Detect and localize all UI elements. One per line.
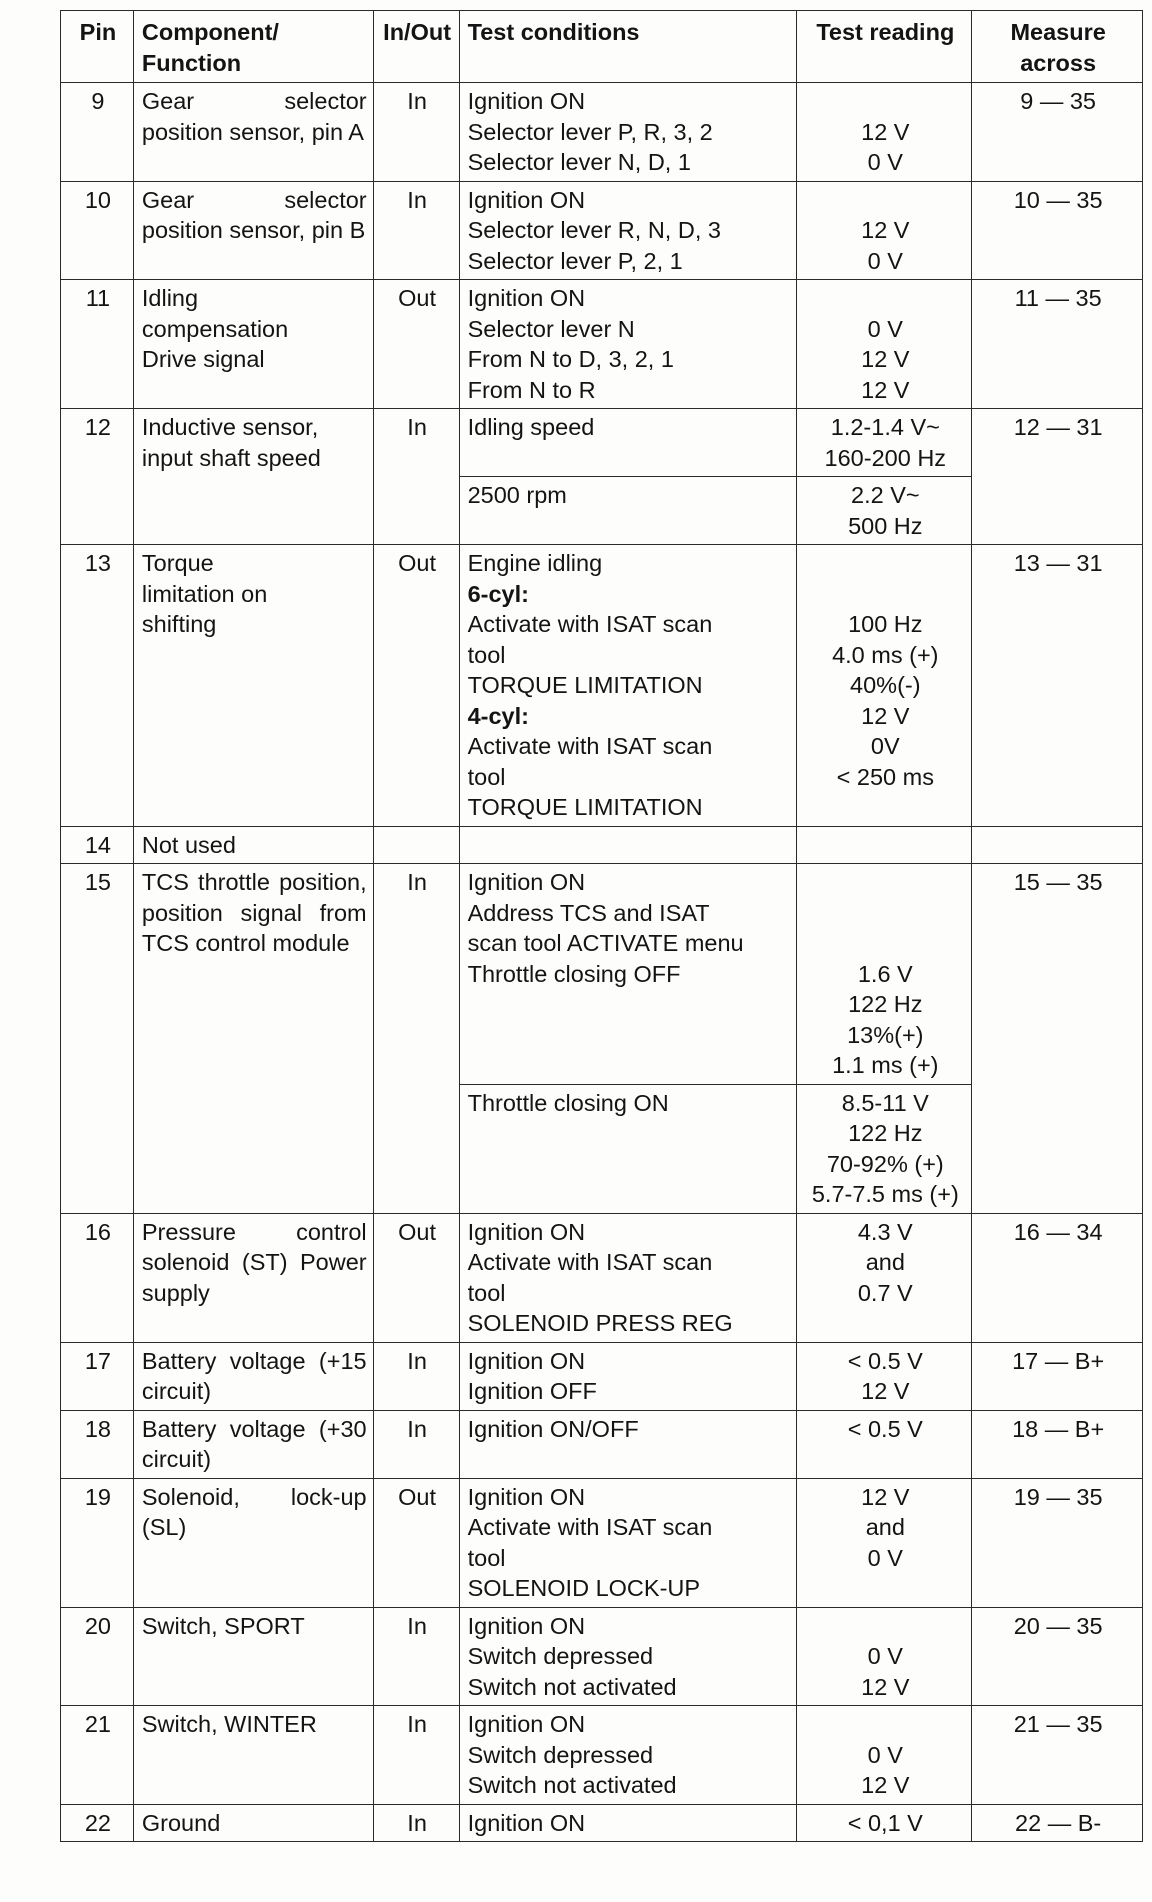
reading-line: < 0.5 V bbox=[847, 1347, 923, 1374]
header-test-reading: Test reading bbox=[797, 11, 972, 83]
component-line: shifting bbox=[141, 611, 217, 637]
pin-number: 13 bbox=[61, 545, 134, 827]
condition-line: Selector lever N bbox=[467, 315, 635, 342]
test-reading bbox=[797, 181, 972, 280]
component-function: Battery voltage (+15 circuit) bbox=[133, 1342, 373, 1410]
reading-line: 0 V bbox=[867, 1643, 903, 1669]
pin-number: 10 bbox=[61, 181, 134, 280]
test-conditions bbox=[459, 1084, 797, 1213]
pin-test-table bbox=[60, 10, 1143, 1842]
condition-line: Switch depressed bbox=[467, 1643, 654, 1669]
reading-line: 5.7-7.5 ms (+) bbox=[811, 1181, 959, 1207]
condition-line: TORQUE LIMITATION bbox=[467, 794, 703, 820]
measure-across: 15 — 35 bbox=[972, 864, 1143, 1214]
in-out: Out bbox=[373, 280, 459, 409]
component-line: limitation on bbox=[141, 580, 268, 607]
condition-line: Ignition ON bbox=[467, 88, 586, 114]
condition-line: SOLENOID LOCK-UP bbox=[467, 1575, 701, 1601]
table-row bbox=[61, 545, 1143, 827]
reading-line: 12 V bbox=[861, 702, 910, 729]
pin-number: 19 bbox=[61, 1478, 134, 1607]
in-out: In bbox=[373, 1804, 459, 1842]
test-reading bbox=[797, 826, 972, 864]
reading-line: 13%(+) bbox=[847, 1021, 924, 1048]
condition-subheading: 6-cyl: bbox=[467, 580, 529, 607]
reading-line: 1.2-1.4 V~ bbox=[830, 414, 940, 440]
condition-line: Activate with ISAT scan bbox=[467, 1514, 713, 1540]
pin-number: 9 bbox=[61, 83, 134, 182]
test-conditions bbox=[459, 1410, 797, 1478]
test-reading bbox=[797, 864, 972, 1085]
reading-line: 70-92% (+) bbox=[826, 1150, 944, 1177]
reading-line: 12 V bbox=[861, 346, 910, 372]
reading-line: 12 V bbox=[861, 1378, 910, 1404]
measure-across: 11 — 35 bbox=[972, 280, 1143, 409]
component-line: input shaft speed bbox=[141, 444, 321, 471]
table-row bbox=[61, 1410, 1143, 1478]
reading-line: 12 V bbox=[861, 1772, 910, 1798]
reading-line: 1.1 ms (+) bbox=[832, 1052, 939, 1078]
pin-number: 20 bbox=[61, 1607, 134, 1706]
condition-line: Switch not activated bbox=[467, 1772, 677, 1798]
measure-across bbox=[972, 826, 1143, 864]
condition-line: From N to D, 3, 2, 1 bbox=[467, 346, 674, 372]
condition-line: Ignition ON bbox=[467, 1612, 586, 1639]
test-reading bbox=[797, 1607, 972, 1706]
condition-line: Ignition OFF bbox=[467, 1378, 597, 1404]
table-row bbox=[61, 181, 1143, 280]
measure-across: 9 — 35 bbox=[972, 83, 1143, 182]
in-out bbox=[373, 826, 459, 864]
test-conditions bbox=[459, 1213, 797, 1342]
condition-line: Switch depressed bbox=[467, 1741, 654, 1768]
pin-number: 12 bbox=[61, 409, 134, 545]
pin-number: 11 bbox=[61, 280, 134, 409]
test-reading bbox=[797, 1804, 972, 1842]
header-test-conditions: Test conditions bbox=[459, 11, 797, 83]
in-out: In bbox=[373, 864, 459, 1214]
condition-line: 2500 rpm bbox=[467, 482, 567, 508]
condition-line: tool bbox=[467, 1279, 506, 1306]
reading-line: 40%(-) bbox=[850, 672, 921, 698]
table-row bbox=[61, 1213, 1143, 1342]
reading-line: 0.7 V bbox=[857, 1279, 913, 1306]
test-reading bbox=[797, 477, 972, 545]
reading-line: < 250 ms bbox=[836, 763, 934, 790]
condition-line: scan tool ACTIVATE menu bbox=[467, 930, 744, 956]
in-out: In bbox=[373, 1706, 459, 1805]
reading-line: 0 V bbox=[867, 247, 903, 274]
component-function: Gear selector position sensor, pin B bbox=[133, 181, 373, 280]
measure-across: 21 — 35 bbox=[972, 1706, 1143, 1805]
measure-across: 18 — B+ bbox=[972, 1410, 1143, 1478]
reading-line: 12 V bbox=[861, 376, 910, 403]
condition-line: Selector lever P, R, 3, 2 bbox=[467, 118, 713, 145]
condition-line: Activate with ISAT scan bbox=[467, 611, 713, 637]
table-row bbox=[61, 83, 1143, 182]
test-reading bbox=[797, 280, 972, 409]
table-row bbox=[61, 1706, 1143, 1805]
reading-line: 1.6 V bbox=[857, 960, 913, 987]
test-reading bbox=[797, 1084, 972, 1213]
test-conditions bbox=[459, 1342, 797, 1410]
pin-number: 17 bbox=[61, 1342, 134, 1410]
condition-line: Ignition ON bbox=[467, 1483, 586, 1510]
component-function: Gear selector position sensor, pin A bbox=[133, 83, 373, 182]
condition-line: Ignition ON bbox=[467, 1347, 586, 1374]
reading-line: 2.2 V~ bbox=[851, 482, 920, 508]
measure-across: 13 — 31 bbox=[972, 545, 1143, 827]
table-row bbox=[61, 864, 1143, 1085]
component-line: Torque bbox=[141, 550, 214, 576]
table-row bbox=[61, 1342, 1143, 1410]
reading-line: < 0.5 V bbox=[847, 1415, 923, 1442]
component-function: Switch, SPORT bbox=[133, 1607, 373, 1706]
measure-across: 16 — 34 bbox=[972, 1213, 1143, 1342]
condition-line: tool bbox=[467, 763, 506, 790]
test-conditions bbox=[459, 826, 797, 864]
in-out: In bbox=[373, 1607, 459, 1706]
test-reading bbox=[797, 545, 972, 827]
condition-line: TORQUE LIMITATION bbox=[467, 672, 703, 698]
table-row bbox=[61, 280, 1143, 409]
pin-number: 22 bbox=[61, 1804, 134, 1842]
in-out: In bbox=[373, 1410, 459, 1478]
condition-line: tool bbox=[467, 1544, 506, 1571]
in-out: Out bbox=[373, 1478, 459, 1607]
reading-line: 0 V bbox=[867, 315, 903, 342]
condition-line: Idling speed bbox=[467, 414, 595, 440]
in-out: Out bbox=[373, 1213, 459, 1342]
component-function: Solenoid, lock-up (SL) bbox=[133, 1478, 373, 1607]
in-out: In bbox=[373, 181, 459, 280]
pin-number: 18 bbox=[61, 1410, 134, 1478]
condition-line: Activate with ISAT scan bbox=[467, 733, 713, 759]
reading-line: 0 V bbox=[867, 149, 903, 175]
measure-across: 19 — 35 bbox=[972, 1478, 1143, 1607]
condition-line: Selector lever P, 2, 1 bbox=[467, 247, 683, 274]
condition-line: Switch not activated bbox=[467, 1673, 677, 1700]
component-function: Switch, WINTER bbox=[133, 1706, 373, 1805]
condition-line: Throttle closing OFF bbox=[467, 960, 681, 987]
condition-line: From N to R bbox=[467, 376, 596, 403]
condition-line: Ignition ON bbox=[467, 186, 586, 213]
reading-line: 160-200 Hz bbox=[824, 444, 947, 471]
measure-across: 22 — B- bbox=[972, 1804, 1143, 1842]
component-line: Drive signal bbox=[141, 346, 265, 372]
test-reading bbox=[797, 1478, 972, 1607]
reading-line: 0 V bbox=[867, 1544, 903, 1571]
reading-line: 0V bbox=[870, 733, 900, 759]
component-function: TCS throttle position, position signal from TCS control module bbox=[133, 864, 373, 1214]
reading-line: 12 V bbox=[861, 1673, 910, 1700]
reading-line: 100 Hz bbox=[848, 611, 923, 637]
component-function bbox=[133, 409, 373, 545]
measure-across: 20 — 35 bbox=[972, 1607, 1143, 1706]
condition-line: Engine idling bbox=[467, 550, 603, 576]
reading-line: and bbox=[865, 1249, 905, 1275]
reading-line: 4.0 ms (+) bbox=[832, 641, 939, 668]
condition-line: Selector lever N, D, 1 bbox=[467, 149, 691, 175]
component-function: Pressure control solenoid (ST) Power supply bbox=[133, 1213, 373, 1342]
component-line: Idling bbox=[141, 285, 199, 311]
test-reading bbox=[797, 1706, 972, 1805]
reading-line: 8.5-11 V bbox=[841, 1089, 929, 1116]
header-pin: Pin bbox=[61, 11, 134, 83]
measure-across: 12 — 31 bbox=[972, 409, 1143, 545]
reading-line: 122 Hz bbox=[848, 1120, 923, 1146]
table-row bbox=[61, 409, 1143, 477]
reading-line: 500 Hz bbox=[848, 512, 923, 539]
condition-line: tool bbox=[467, 641, 506, 668]
test-reading bbox=[797, 409, 972, 477]
table-header-row bbox=[61, 11, 1143, 83]
test-conditions bbox=[459, 1607, 797, 1706]
component-line: Inductive sensor, bbox=[141, 414, 319, 440]
condition-line: SOLENOID PRESS REG bbox=[467, 1310, 733, 1336]
test-conditions bbox=[459, 1706, 797, 1805]
reading-line: 0 V bbox=[867, 1741, 903, 1768]
test-conditions bbox=[459, 181, 797, 280]
test-conditions bbox=[459, 1804, 797, 1842]
pin-number: 21 bbox=[61, 1706, 134, 1805]
reading-line: < 0,1 V bbox=[847, 1809, 923, 1836]
header-measure-across: Measure across bbox=[972, 11, 1143, 83]
in-out: Out bbox=[373, 545, 459, 827]
in-out: In bbox=[373, 83, 459, 182]
condition-line: Selector lever R, N, D, 3 bbox=[467, 217, 721, 243]
in-out: In bbox=[373, 1342, 459, 1410]
reading-line: 4.3 V bbox=[857, 1218, 913, 1245]
component-function: Battery voltage (+30 circuit) bbox=[133, 1410, 373, 1478]
condition-line: Ignition ON bbox=[467, 1809, 586, 1836]
test-conditions bbox=[459, 545, 797, 827]
measure-across: 17 — B+ bbox=[972, 1342, 1143, 1410]
test-conditions bbox=[459, 280, 797, 409]
test-reading bbox=[797, 83, 972, 182]
test-conditions bbox=[459, 83, 797, 182]
condition-line: Ignition ON bbox=[467, 869, 586, 895]
test-conditions bbox=[459, 409, 797, 477]
test-conditions bbox=[459, 864, 797, 1085]
component-function: Not used bbox=[133, 826, 373, 864]
pin-number: 16 bbox=[61, 1213, 134, 1342]
condition-line: Address TCS and ISAT bbox=[467, 899, 710, 926]
test-conditions bbox=[459, 1478, 797, 1607]
pin-number: 15 bbox=[61, 864, 134, 1214]
reading-line: 122 Hz bbox=[848, 991, 923, 1017]
test-conditions bbox=[459, 477, 797, 545]
table-row bbox=[61, 826, 1143, 864]
condition-line: Throttle closing ON bbox=[467, 1089, 669, 1116]
condition-subheading: 4-cyl: bbox=[467, 702, 529, 729]
table-row bbox=[61, 1804, 1143, 1842]
table-row bbox=[61, 1607, 1143, 1706]
measure-across: 10 — 35 bbox=[972, 181, 1143, 280]
pin-number: 14 bbox=[61, 826, 134, 864]
test-reading bbox=[797, 1213, 972, 1342]
test-reading bbox=[797, 1410, 972, 1478]
component-function: Ground bbox=[133, 1804, 373, 1842]
condition-line: Ignition ON bbox=[467, 1711, 586, 1737]
reading-line: and bbox=[865, 1514, 905, 1540]
condition-line: Ignition ON bbox=[467, 1218, 586, 1245]
component-line: compensation bbox=[141, 315, 289, 342]
component-function bbox=[133, 280, 373, 409]
reading-line: 12 V bbox=[861, 217, 910, 243]
test-reading bbox=[797, 1342, 972, 1410]
reading-line: 12 V bbox=[861, 1483, 910, 1510]
reading-line: 12 V bbox=[861, 118, 910, 145]
condition-line: Ignition ON bbox=[467, 285, 586, 311]
header-component: Component/ Function bbox=[133, 11, 373, 83]
condition-line: Activate with ISAT scan bbox=[467, 1249, 713, 1275]
in-out: In bbox=[373, 409, 459, 545]
table-row bbox=[61, 1478, 1143, 1607]
component-function bbox=[133, 545, 373, 827]
condition-line: Ignition ON/OFF bbox=[467, 1415, 639, 1442]
header-in-out: In/Out bbox=[373, 11, 459, 83]
